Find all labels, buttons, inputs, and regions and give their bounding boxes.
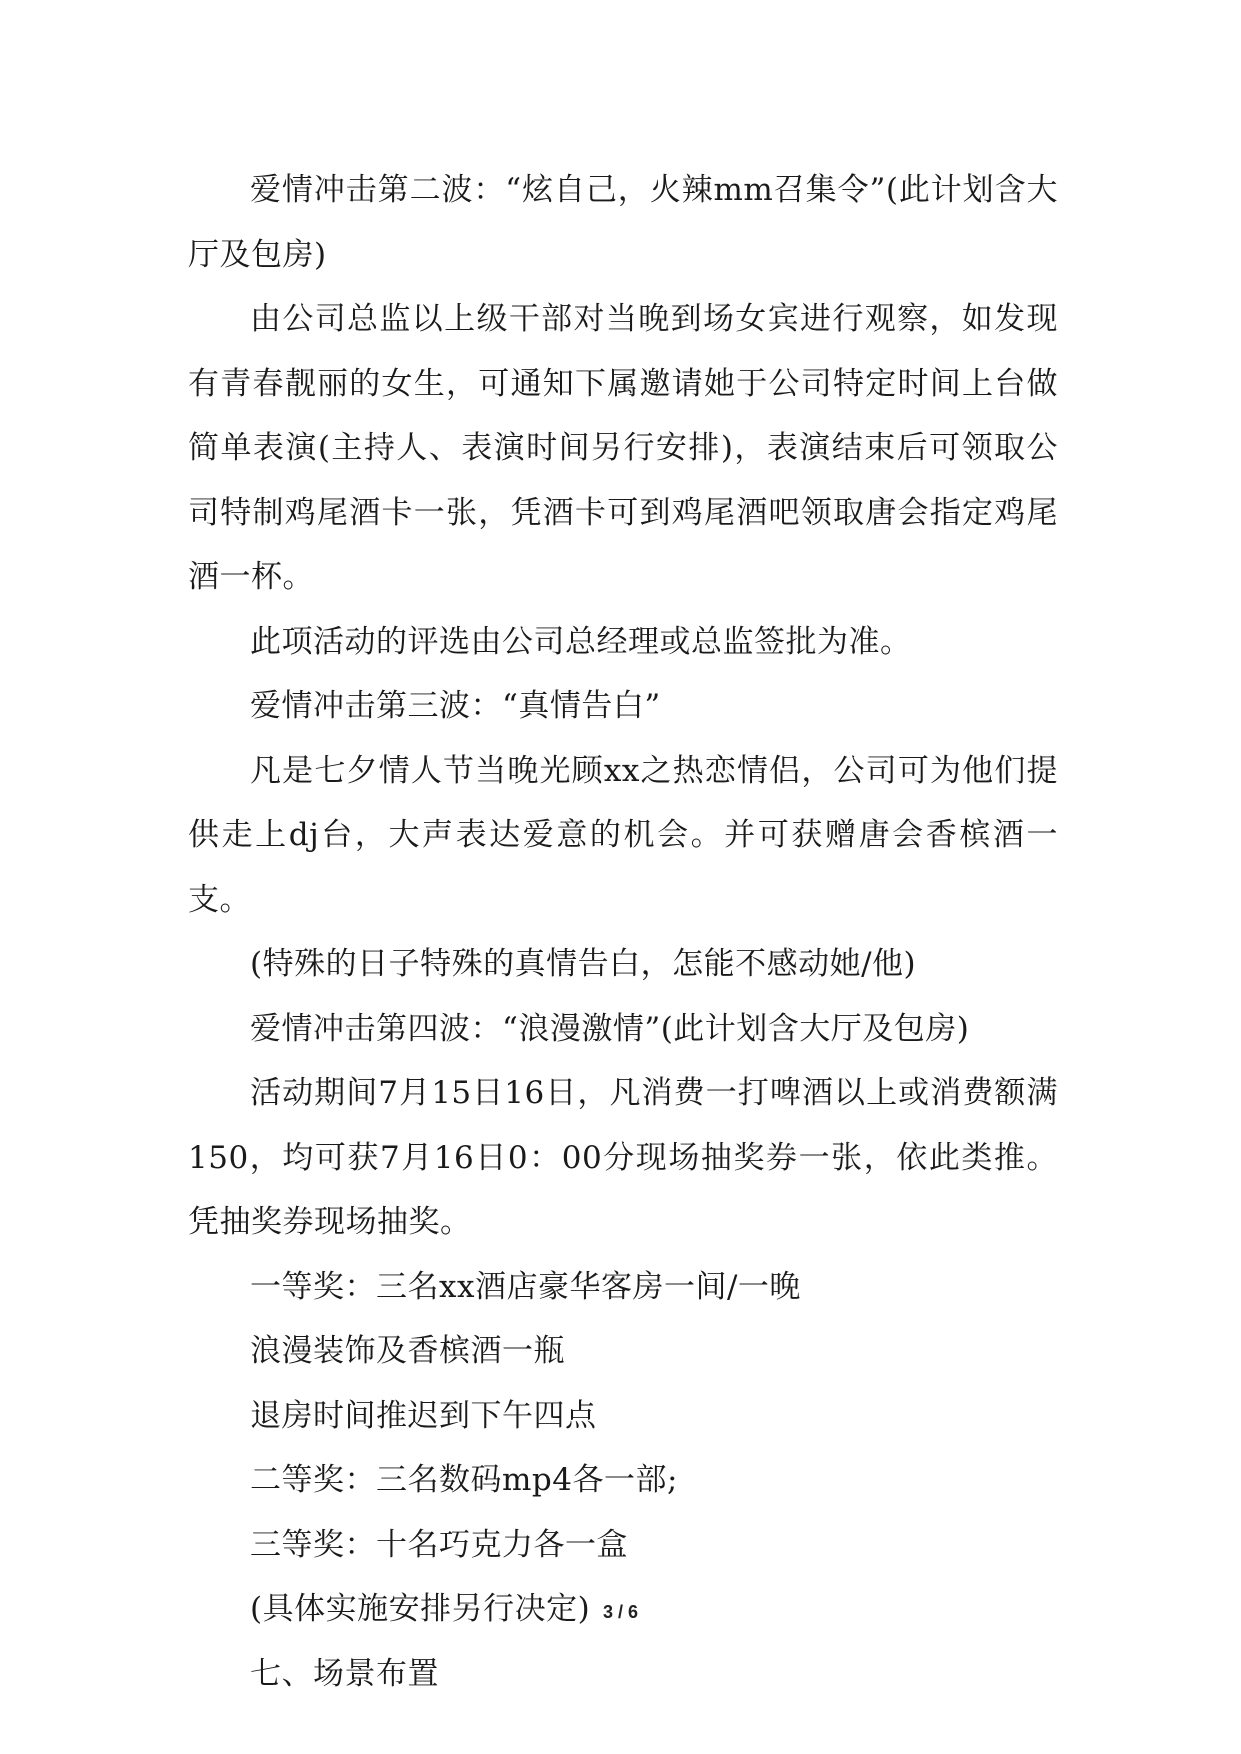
paragraph-first-prize-checkout: 退房时间推迟到下午四点 [250,1397,597,1434]
page-number: 3 / 6 [602,1602,639,1622]
paragraph-wave-three-note: (特殊的日子特殊的真情告白，怎能不感动她/他) [250,946,917,982]
paragraph-first-prize-decor: 浪漫装饰及香槟酒一瓶 [250,1333,565,1369]
paragraph-wave-four-body: 活动期间7月15日16日，凡消费一打啤酒以上或消费额满150，均可获7月16日0：00分现场抽奖券一张，依此类推。凭抽奖券现场抽奖。 [188,1075,1058,1240]
paragraph-third-prize: 三等奖：十名巧克力各一盒 [250,1526,628,1563]
paragraph-implementation-note: (具体实施安排另行决定) [250,1591,591,1627]
paragraph-wave-three-title: 爱情冲击第三波：“真情告白” [250,688,661,724]
section-heading-scene-setup: 七、场景布置 [250,1655,439,1692]
document-body [188,158,1058,1706]
paragraph-first-prize: 一等奖：三名xx酒店豪华客房一间/一晚 [250,1268,801,1305]
paragraph-wave-two-title: 爱情冲击第二波：“炫自己，火辣mm召集令”(此计划含大厅及包房) [188,172,1058,273]
paragraph-selection-rule: 此项活动的评选由公司总经理或总监签批为准。 [250,623,912,660]
paragraph-wave-four-title: 爱情冲击第四波：“浪漫激情”(此计划含大厅及包房) [250,1010,970,1047]
paragraph-wave-two-body: 由公司总监以上级干部对当晚到场女宾进行观察，如发现有青春靓丽的女生，可通知下属邀请她于公司特定时间上台做简单表演(主持人、表演时间另行安排)，表演结束后可领取公司特制鸡尾酒卡一张，凭酒卡可到鸡尾酒吧领取唐会指定鸡尾酒一杯。 [188,301,1058,595]
paragraph-wave-three-body: 凡是七夕情人节当晚光顾xx之热恋情侣，公司可为他们提供走上dj台，大声表达爱意的机会。并可获赠唐会香槟酒一支。 [188,752,1058,918]
paragraph-second-prize: 二等奖：三名数码mp4各一部; [250,1462,678,1498]
